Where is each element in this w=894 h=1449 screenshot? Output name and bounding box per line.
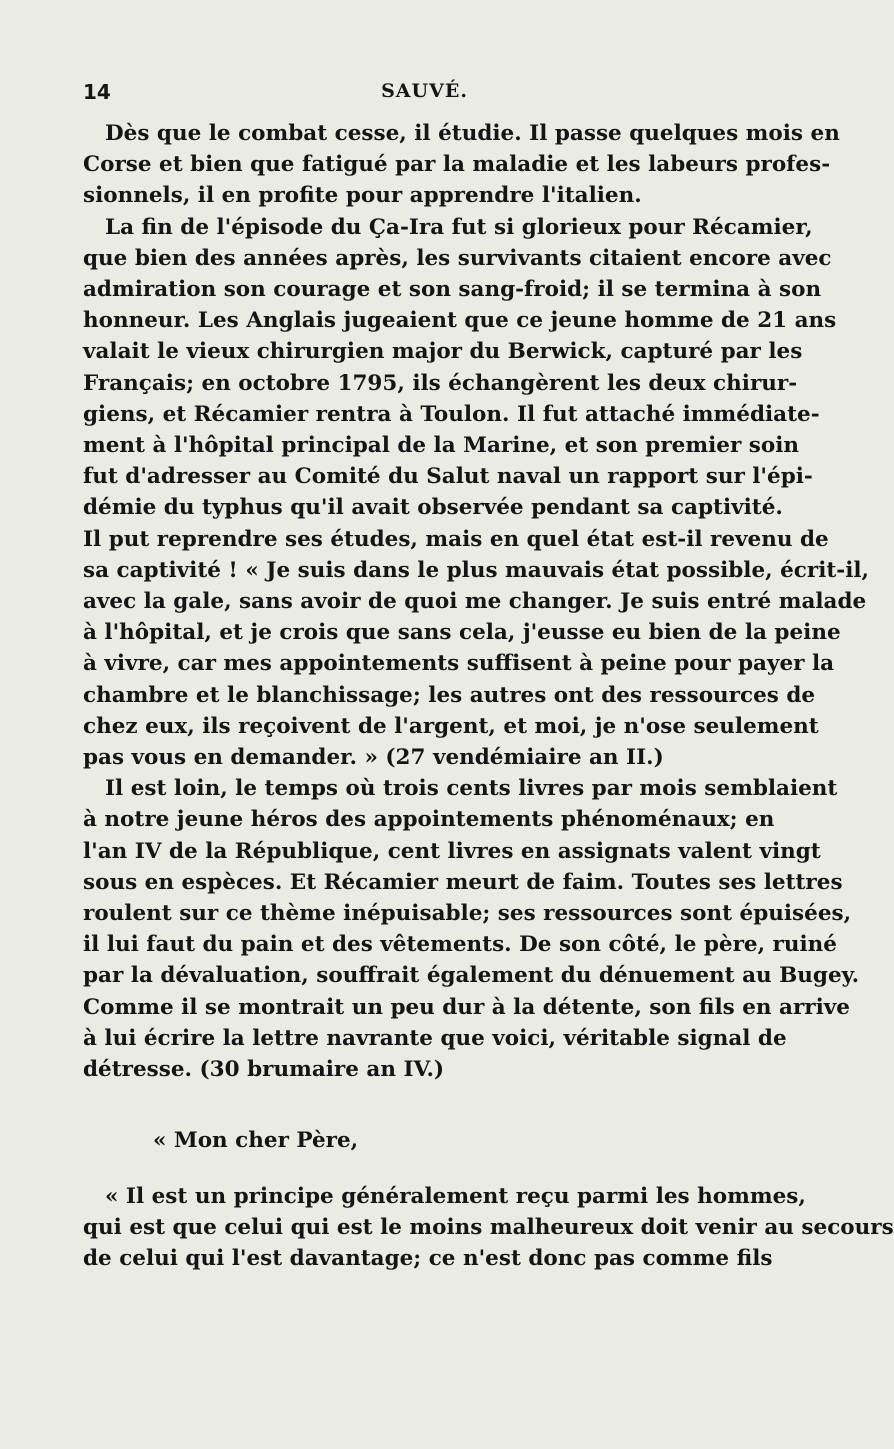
running-head: SAUVÉ.	[381, 80, 468, 102]
letter-line: « Il est un principe généralement reçu parmi les hommes,	[105, 1183, 806, 1209]
body-paragraphs	[83, 118, 870, 1085]
text-line: giens, et Récamier rentra à Toulon. Il fut attaché immédiate-	[83, 401, 820, 427]
text-line: Dès que le combat cesse, il étudie. Il passe quelques mois en	[105, 121, 840, 146]
text-line: fut d'adresser au Comité du Salut naval un rapport sur l'épi-	[83, 464, 813, 490]
text-line: à notre jeune héros des appointements phénoménaux; en	[83, 807, 775, 833]
letter-text	[83, 1181, 894, 1275]
letter-line: qui est que celui qui est le moins malheureux doit venir au secours	[83, 1214, 894, 1240]
text-line: à lui écrire la lettre navrante que voici, véritable signal de	[83, 1025, 787, 1051]
text-line: à l'hôpital, et je crois que sans cela, j'eusse eu bien de la peine	[83, 620, 841, 646]
text-line: ment à l'hôpital principal de la Marine, et son premier soin	[83, 433, 799, 459]
text-line: chambre et le blanchissage; les autres ont des ressources de	[83, 682, 816, 708]
text-line: admiration son courage et son sang-froid; il se termina à son	[83, 277, 822, 303]
text-line: détresse. (30 brumaire an IV.)	[83, 1057, 445, 1083]
text-line: Il put reprendre ses études, mais en quel état est-il revenu de	[83, 526, 829, 552]
text-line: sa captivité ! « Je suis dans le plus mauvais état possible, écrit-il,	[83, 557, 870, 583]
text-line: Corse et bien que fatigué par la maladie et les labeurs profes-	[83, 152, 831, 178]
text-line: chez eux, ils reçoivent de l'argent, et moi, je n'ose seulement	[83, 713, 819, 739]
text-line: Comme il se montrait un peu dur à la détente, son fils en arrive	[83, 994, 850, 1020]
text-line: par la dévaluation, souffrait également du dénuement au Bugey.	[83, 963, 860, 989]
text-line: à vivre, car mes appointements suffisent à peine pour payer la	[83, 651, 835, 677]
text-line: Français; en octobre 1795, ils échangèrent les deux chirur-	[83, 370, 798, 396]
text-line: l'an IV de la République, cent livres en assignats valent vingt	[83, 838, 821, 864]
text-line: sionnels, il en profite pour apprendre l'italien.	[83, 183, 642, 209]
body-text	[83, 118, 894, 1274]
text-line: La fin de l'épisode du Ça-Ira fut si glorieux pour Récamier,	[105, 214, 813, 240]
text-line: pas vous en demander. » (27 vendémiaire an II.)	[83, 745, 664, 771]
text-line: valait le vieux chirurgien major du Berwick, capturé par les	[83, 339, 803, 365]
text-line: roulent sur ce thème inépuisable; ses ressources sont épuisées,	[83, 901, 852, 927]
text-line: sous en espèces. Et Récamier meurt de faim. Toutes ses lettres	[83, 869, 843, 895]
text-line: avec la gale, sans avoir de quoi me changer. Je suis entré malade	[83, 589, 867, 615]
letter-line: de celui qui l'est davantage; ce n'est donc pas comme fils	[83, 1245, 773, 1271]
page-number: 14	[83, 80, 111, 104]
text-line: que bien des années après, les survivants citaient encore avec	[83, 245, 832, 271]
letter-salutation: « Mon cher Père,	[153, 1128, 359, 1154]
text-line: démie du typhus qu'il avait observée pendant sa captivité.	[83, 495, 783, 521]
text-line: honneur. Les Anglais jugeaient que ce jeune homme de 21 ans	[83, 308, 837, 334]
text-line: Il est loin, le temps où trois cents livres par mois semblaient	[105, 776, 838, 802]
text-line: il lui faut du pain et des vêtements. De son côté, le père, ruiné	[83, 932, 837, 958]
page-header	[83, 80, 766, 112]
